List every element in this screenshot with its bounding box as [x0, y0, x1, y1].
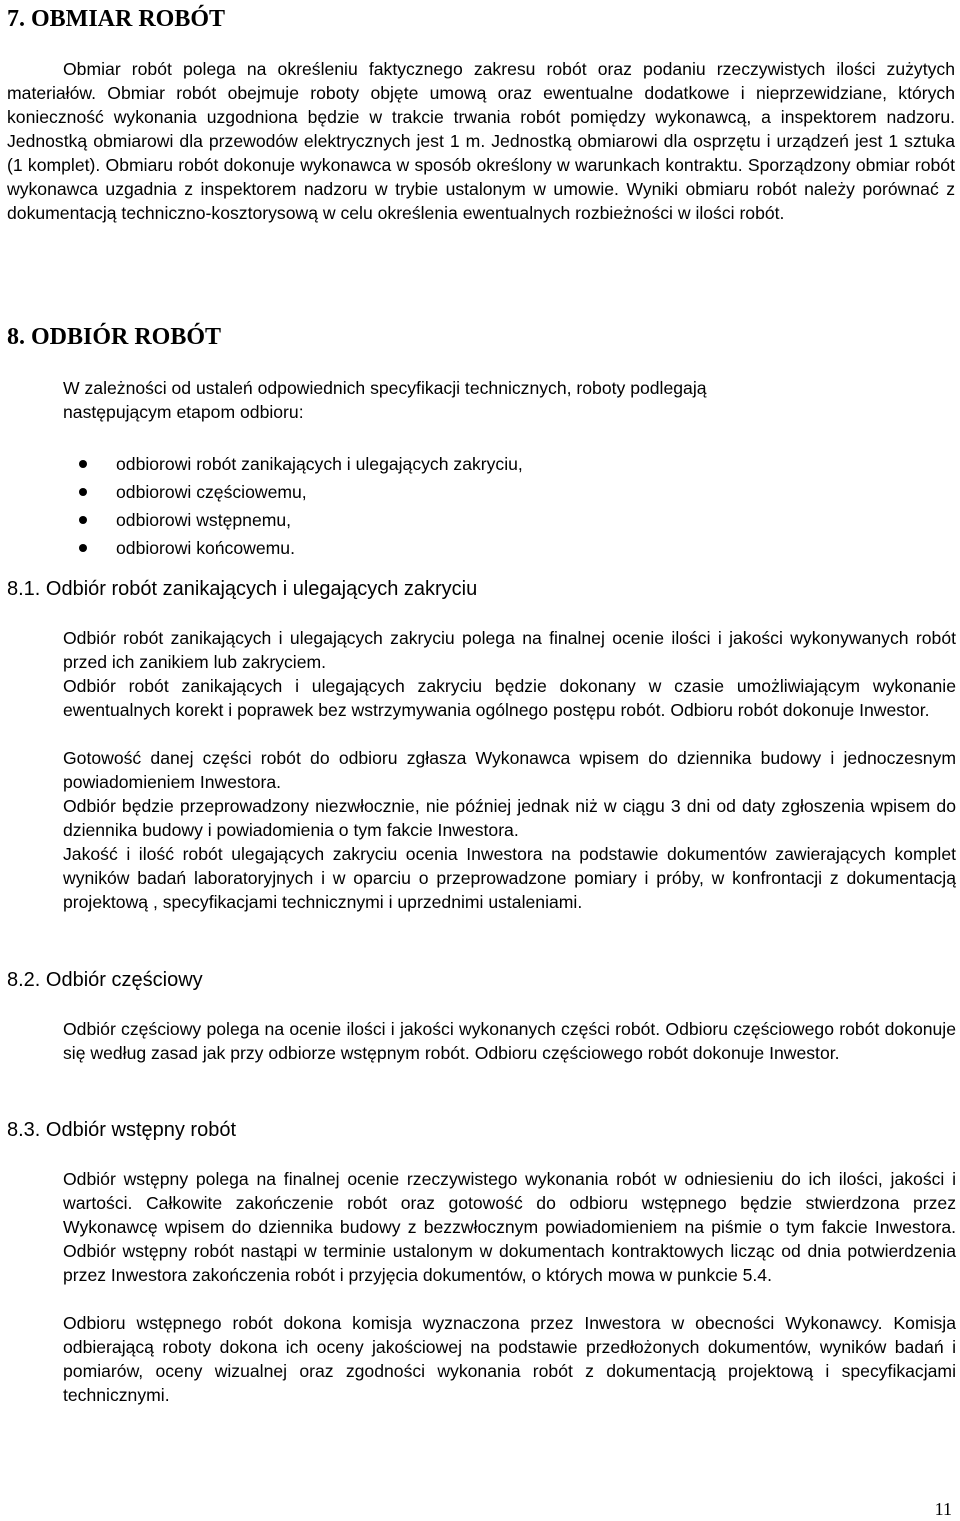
- sentence: Obmiar robót obejmuje roboty objęte umową oraz ewentualne dodatkowe i nieprzewidziane, których konieczność wykonania uzgodniona będzie w trakcie trwania robót pomiędzy wykonawcą, a inspektorem nadzoru.: [7, 83, 956, 127]
- list-item: odbiorowi robót zanikających i ulegających zakryciu,: [79, 452, 939, 480]
- sentence: Odbiór wstępny robót nastąpi w terminie ustalonym w dokumentach kontraktowych licząc od dnia potwierdzenia przez Inwestora zakończenia robót i przyjęcia dokumentów, o których mowa w punkcie 5.4.: [63, 1241, 956, 1285]
- sentence: Odbiór częściowy polega na ocenie ilości i jakości wykonanych części robót.: [63, 1019, 661, 1039]
- bullet-icon: [79, 544, 87, 552]
- section-8-1-paragraph-5: Jakość i ilość robót ulegających zakryciu ocenia Inwestora na podstawie dokumentów zawierających komplet wyników badań laboratoryjnych i w oparciu o przeprowadzone pomiary i próby, w konfrontacji z dokumentacją projektową , specyfikacjami technicznymi i uprzednimi ustaleniami.: [63, 844, 956, 912]
- section-8-intro: W zależności od ustaleń odpowiednich specyfikacji technicznych, roboty podlegają następującym etapom odbioru:: [63, 378, 707, 422]
- sentence: Odbioru częściowego robót dokonuje Inwestor.: [474, 1043, 840, 1063]
- section-7-heading: 7. OBMIAR ROBÓT: [7, 6, 226, 32]
- section-8-3-paragraph-1: [63, 1167, 956, 1287]
- sentence: Sporządzony obmiar robót wykonawca uzgadnia z inspektorem nadzoru w trybie ustalonym w umowie.: [7, 155, 955, 199]
- list-item: odbiorowi wstępnemu,: [79, 508, 939, 536]
- sentence: Wyniki obmiaru robót należy porównać z dokumentacją techniczno-kosztorysową w celu określenia ewentualnych rozbieżności w ilości robót.: [7, 179, 956, 223]
- section-8-2-heading: 8.2. Odbiór częściowy: [7, 969, 203, 991]
- section-8-3-paragraph-2: [63, 1311, 956, 1407]
- sentence: Odbioru wstępnego robót dokona komisja wyznaczona przez Inwestora w obecności Wykonawcy.: [63, 1313, 883, 1333]
- bullet-icon: [79, 516, 87, 524]
- sentence: Jednostką obmiarowi dla przewodów elektrycznych jest 1 m.: [7, 131, 486, 151]
- section-7-paragraph: [7, 57, 955, 225]
- section-8-1-paragraph-2: Odbiór robót zanikających i ulegających zakryciu będzie dokonany w czasie umożliwiającym wykonanie ewentualnych korekt i poprawek bez wstrzymywania ogólnego postępu robót. Odbioru robót dokonuje Inwestor.: [63, 676, 956, 720]
- acceptance-stages-list: [79, 452, 939, 564]
- section-8-2-paragraph: [63, 1017, 956, 1065]
- section-8-1-paragraph-4: Odbiór będzie przeprowadzony niezwłocznie, nie później jednak niż w ciągu 3 dni od daty zgłoszenia wpisem do dziennika budowy i powiadomienia o tym fakcie Inwestora.: [63, 796, 956, 840]
- sentence: Jednostką obmiarowi dla osprzętu i urządzeń jest 1 sztuka (1 komplet).: [7, 131, 955, 175]
- sentence: Obmiar robót polega na określeniu faktycznego zakresu robót oraz podaniu rzeczywistych ilości zużytych materiałów.: [7, 59, 955, 103]
- page-number: 11: [934, 1499, 952, 1519]
- list-item: odbiorowi końcowemu.: [79, 536, 939, 564]
- section-8-1-paragraph-3: Gotowość danej części robót do odbioru zgłasza Wykonawca wpisem do dziennika budowy i jednoczesnym powiadomieniem Inwestora.: [63, 748, 956, 792]
- section-8-1-paragraph-1: Odbiór robót zanikających i ulegających zakryciu polega na finalnej ocenie ilości i jakości wykonywanych robót przed ich zanikiem lub zakryciem.: [63, 628, 956, 672]
- sentence: Komisja odbierającą roboty dokona ich oceny jakościowej na podstawie przedłożonych dokumentów, wyników badań i pomiarów, oceny wizualnej oraz zgodności wykonania robót z dokumentacją projektową i specyfikacjami technicznymi.: [63, 1313, 956, 1405]
- section-8-heading: 8. ODBIÓR ROBÓT: [7, 324, 222, 350]
- bullet-icon: [79, 460, 87, 468]
- sentence: Całkowite zakończenie robót oraz gotowość do odbioru wstępnego będzie stwierdzona przez Wykonawcę wpisem do dziennika budowy z bezzwłocznym powiadomieniem na piśmie o tym fakcie Inwestora.: [63, 1193, 957, 1237]
- section-8-3-heading: 8.3. Odbiór wstępny robót: [7, 1119, 237, 1141]
- section-8-1-heading: 8.1. Odbiór robót zanikających i ulegających zakryciu: [7, 578, 478, 600]
- sentence: Obmiaru robót dokonuje wykonawca w sposób określony w warunkach kontraktu.: [105, 155, 743, 175]
- bullet-icon: [79, 488, 87, 496]
- sentence: Odbiór wstępny polega na finalnej ocenie rzeczywistego wykonania robót w odniesieniu do ich ilości, jakości i wartości.: [63, 1169, 956, 1213]
- sentence: Odbioru częściowego robót dokonuje się według zasad jak przy odbiorze wstępnym robót.: [63, 1019, 956, 1063]
- list-item: odbiorowi częściowemu,: [79, 480, 939, 508]
